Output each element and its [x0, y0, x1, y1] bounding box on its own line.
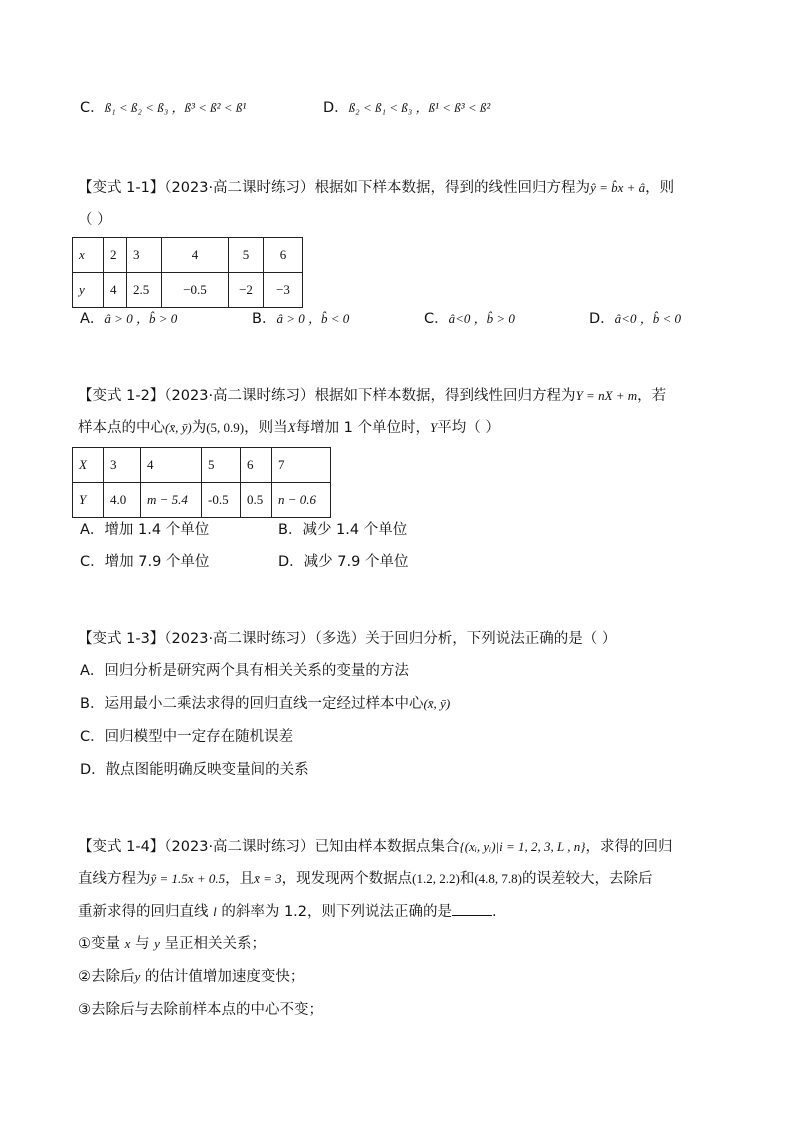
option-label: B． [252, 311, 277, 327]
center-value: (5, 0.9) [206, 420, 245, 435]
statement-1 [78, 934, 266, 954]
option-text: 减少 1.4 个单位 [302, 522, 408, 538]
regression-equation: ŷ = 1.5x + 0.5 [150, 871, 226, 886]
option-label: B． [278, 522, 303, 538]
question-text: 已知由样本数据点集合 [314, 839, 460, 855]
option-d [589, 309, 681, 329]
question-text: ，现发现两个数据点 [281, 871, 413, 887]
data-point: (4.8, 7.8) [474, 871, 522, 886]
table-cell: m − 5.4 [141, 483, 202, 518]
question-text: ，若 [637, 388, 667, 404]
table-cell: 4 [104, 273, 127, 308]
question-text: 样本点的中心 [78, 420, 165, 436]
statement-text: 与 [135, 936, 150, 952]
option-c [80, 552, 209, 572]
mean-x: x̄ = 3 [254, 871, 282, 886]
option-label: D． [323, 100, 349, 116]
table-cell: 6 [241, 448, 272, 483]
answer-paren: （ ） [78, 212, 112, 228]
option-text: 减少 7.9 个单位 [303, 554, 409, 570]
option-b [278, 520, 407, 540]
answer-blank [452, 901, 492, 916]
option-label: D． [278, 554, 304, 570]
statement-text: ①变量 [78, 936, 120, 952]
table-row [73, 273, 303, 308]
regression-equation: Y = nX + m [575, 388, 638, 403]
sample-set: {(xᵢ, yᵢ)|i = 1, 2, 3, L , n} [459, 839, 586, 854]
table-cell: 2 [104, 238, 127, 273]
question-source: （2023·高二课时练习） [164, 388, 315, 404]
option-d [278, 552, 408, 572]
question-text: 每增加 1 个单位时， [295, 420, 431, 436]
option-c [424, 309, 515, 329]
table-cell: 5 [229, 238, 264, 273]
question-source: （2023·高二课时练习） [164, 631, 315, 647]
question-tag: 【变式 1-3】 [78, 631, 165, 647]
table-header-y: Y [73, 483, 104, 518]
option-a: A．回归分析是研究两个具有相关关系的变量的方法 [80, 663, 409, 679]
regression-equation: ŷ = b̂x + â [590, 180, 646, 195]
variable-x: x [124, 936, 131, 951]
question-source: （2023·高二课时练习） [164, 839, 315, 855]
question-1-4-line3 [78, 901, 497, 922]
question-1-4-stem [78, 837, 672, 857]
question-1-3-stem [78, 629, 616, 649]
option-label: C． [80, 100, 105, 116]
table-cell: −0.5 [162, 273, 229, 308]
table-cell: 2.5 [127, 273, 162, 308]
option-d-row [323, 98, 490, 118]
table-cell: 6 [264, 238, 303, 273]
question-source: （2023·高二课时练习） [164, 180, 315, 196]
question-text: 重新求得的回归直线 [78, 904, 209, 920]
option-label: A． [80, 522, 105, 538]
question-text: ，求得的回归 [585, 839, 673, 855]
table-cell: −3 [264, 273, 303, 308]
statement-text: 呈正相关关系； [164, 936, 266, 952]
question-text: 直线方程为 [78, 871, 151, 887]
data-table-1 [72, 237, 303, 308]
table-cell: 4 [141, 448, 202, 483]
table-cell: 3 [127, 238, 162, 273]
question-text: 和 [459, 871, 475, 887]
data-point: (1.2, 2.2) [412, 871, 460, 886]
question-1-2-line2 [78, 418, 500, 438]
option-c-row [80, 98, 246, 118]
question-text: （多选）关于回归分析，下列说法正确的是（ ） [314, 631, 617, 647]
option-a [80, 520, 209, 540]
variable-y: y [154, 936, 160, 951]
statement-3: ③去除后与去除前样本点的中心不变； [78, 1002, 323, 1018]
question-text: 为 [191, 420, 207, 436]
table-cell: 4.0 [104, 483, 141, 518]
option-text: B．运用最小二乘法求得的回归直线一定经过样本中心 [80, 696, 424, 712]
table-cell: 3 [104, 448, 141, 483]
table-cell: 4 [162, 238, 229, 273]
question-1-4-line2 [78, 869, 652, 889]
option-label: D． [589, 311, 615, 327]
question-tag: 【变式 1-1】 [78, 180, 165, 196]
table-cell: 7 [272, 448, 331, 483]
option-math: ß₁ < ß₂ < ß₃ ，ß³ < ß² < ß¹ [104, 100, 247, 115]
question-text: . [492, 904, 497, 920]
variable-y: y [134, 969, 141, 984]
table-header-x: X [73, 448, 104, 483]
option-b [80, 694, 450, 714]
table-row [73, 448, 331, 483]
question-text: ，则当 [244, 420, 288, 436]
question-text: 的误差较大，去除后 [521, 871, 653, 887]
option-a [80, 309, 177, 329]
option-b [252, 309, 349, 329]
option-math: â > 0 ，b̂ < 0 [276, 311, 350, 326]
option-math: â > 0 ，b̂ > 0 [104, 311, 178, 326]
question-tag: 【变式 1-4】 [78, 839, 165, 855]
statement-text: ②去除后 [78, 969, 135, 985]
option-math: ß₂ < ß₁ < ß₃ ，ß¹ < ß³ < ß² [348, 100, 491, 115]
sample-center: (x̄, ȳ) [423, 696, 451, 711]
line-symbol: l [213, 904, 217, 919]
statement-2 [78, 967, 304, 987]
variable-y: Y [430, 420, 438, 435]
table-row [73, 238, 303, 273]
sample-center: (x̄, ȳ) [165, 420, 192, 435]
question-1-1-stem [78, 178, 674, 198]
question-text: ，且 [225, 871, 255, 887]
question-tag: 【变式 1-2】 [78, 388, 165, 404]
option-math: â<0 ，b̂ < 0 [614, 311, 681, 326]
option-label: C． [424, 311, 449, 327]
table-cell: -0.5 [202, 483, 241, 518]
data-table-2 [72, 447, 331, 518]
option-d: D．散点图能明确反映变量间的关系 [80, 762, 309, 778]
option-text: 增加 7.9 个单位 [104, 554, 210, 570]
table-row [73, 483, 331, 518]
question-1-2-stem [78, 386, 666, 406]
table-header-x: x [73, 238, 104, 273]
question-text: ，则 [645, 180, 675, 196]
question-text: 的斜率为 1.2，则下列说法正确的是 [221, 904, 453, 920]
option-math: â<0 ，b̂ > 0 [448, 311, 515, 326]
table-cell: n − 0.6 [272, 483, 331, 518]
question-text: 根据如下样本数据，得到的线性回归方程为 [314, 180, 591, 196]
table-header-y: y [73, 273, 104, 308]
option-label: A． [80, 311, 105, 327]
table-cell: 5 [202, 448, 241, 483]
option-label: C． [80, 554, 105, 570]
option-c: C．回归模型中一定存在随机误差 [80, 729, 294, 745]
table-cell: 0.5 [241, 483, 272, 518]
question-text: 根据如下样本数据，得到线性回归方程为 [314, 388, 576, 404]
question-text: 平均（ ） [437, 420, 500, 436]
statement-text: 的估计值增加速度变快； [144, 969, 305, 985]
variable-x: X [287, 420, 296, 435]
option-text: 增加 1.4 个单位 [104, 522, 210, 538]
table-cell: −2 [229, 273, 264, 308]
